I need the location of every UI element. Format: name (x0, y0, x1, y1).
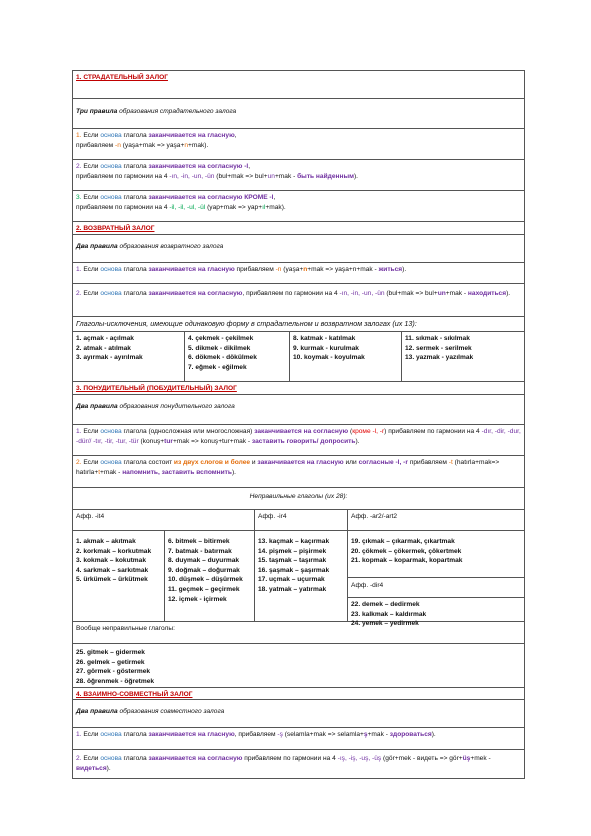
cond: заканчивается на согласную (254, 428, 349, 435)
cond: заканчивается на согласную (148, 755, 243, 762)
num: 1. (76, 132, 82, 139)
exc-item: 4. çekmek - çekilmek (188, 335, 254, 342)
s1-rule1 (73, 129, 524, 160)
irr-col-4-bottom (348, 598, 524, 631)
suffix: ş (363, 731, 368, 738)
t: +mek - (470, 755, 491, 762)
irr-item: 14. pişmek – pişirmek (258, 547, 327, 555)
s1-rule3 (73, 191, 524, 222)
translation: житься (378, 266, 403, 273)
s4-rules-italic: образования совместного залога (117, 708, 225, 715)
translation: быть найденным (297, 172, 354, 180)
irr-item: 24. yemek – yedirmek (351, 620, 419, 628)
exc-item: 10. koymak - koyulmak (293, 354, 365, 362)
translation: напомнить, заставить вспомнить (122, 468, 232, 476)
num: 2. (76, 290, 82, 297)
s3-rule1 (73, 425, 524, 456)
irr-item: 13. kaçmak – kaçırmak (258, 538, 330, 545)
irr-item: 10. düşmek – düşürmek (168, 576, 243, 584)
osnova: основа (100, 132, 122, 139)
s4-rule1 (73, 728, 524, 750)
irr-item: 3. kokmak – kokutmak (76, 557, 147, 565)
s3-rule2 (73, 456, 524, 488)
osnova: основа (100, 731, 122, 738)
s4-rules-bold: Два правила (76, 708, 118, 715)
cond: заканчивается на согласную КРОМЕ -l (148, 194, 274, 201)
t: (bul+mak => bul+ (384, 290, 438, 297)
s3-rules-bold: Два правила (76, 403, 118, 410)
s2-title: 2. ВОЗВРАТНЫЙ ЗАЛОГ (76, 225, 155, 232)
s1-rules-row (73, 99, 524, 129)
s4-title: 4. ВЗАИМНО-СОВМЕСТНЫЙ ЗАЛОГ (76, 691, 193, 698)
t: глагола (121, 290, 149, 297)
irregular-grid (73, 531, 524, 628)
exc-item: 7. eğmek - eğilmek (188, 363, 247, 371)
irr-item: 15. taşmak – taşırmak (258, 557, 327, 565)
t: глагола (121, 194, 149, 201)
exc-item: 9. kurmak - kurulmak (293, 344, 359, 352)
irr-item: 20. çökmek – çökermek, çökertmek (351, 547, 462, 555)
exc-col-1 (73, 332, 185, 381)
suffix: -n (275, 266, 282, 273)
t: +mak - (445, 290, 468, 297)
irr-item: 9. doğmak – doğurmak (168, 566, 240, 574)
cond: заканчивается на согласную -l (148, 163, 249, 170)
t: прибавляем по гармонии на 4 (76, 172, 170, 180)
num: 1. (76, 428, 82, 435)
t: глагола (121, 755, 149, 762)
t: (gör+mek - видеть => gör+ (381, 755, 463, 762)
general-title: Вообще неправильные глаголы: (73, 622, 524, 644)
exc-item: 13. yazmak - yazılmak (405, 354, 474, 362)
exceptions-title: Глаголы-исключения, имеющие одинаковую форму в страдательном и возвратном залогах (их 13): (73, 317, 524, 332)
t: Если (81, 266, 101, 273)
exceptions-grid (73, 332, 524, 382)
t: +mak - (274, 172, 298, 180)
irr-item: 16. şaşmak – şaşırmak (258, 566, 330, 574)
irr-item: 19. çıkmak – çıkarmak, çıkartmak (351, 538, 455, 545)
s3-title: 3. ПОНУДИТЕЛЬНЫЙ (ПОБУДИТЕЛЬНЫЙ) ЗАЛОГ (76, 385, 237, 392)
irr-item: 18. yatmak – yatırmak (258, 585, 327, 593)
exc-item: 6. dökmek - dökülmek (188, 354, 257, 362)
exc-item: 3. ayırmak - ayırılmak (76, 354, 143, 362)
s2-title-row (73, 222, 524, 235)
t: ). (506, 290, 511, 297)
t: прибавляем по гармонии на 4 (76, 203, 170, 211)
s1-rules-italic: образования страдательного залога (117, 108, 237, 115)
s2-rule2 (73, 284, 524, 317)
exc-item: 12. sermek - serilmek (405, 344, 472, 352)
cond: заканчивается на гласную (148, 731, 235, 738)
irr-col-3 (255, 531, 348, 621)
irr-item: 4. sarkmak – sarkıtmak (76, 566, 149, 574)
osnova: основа (100, 194, 122, 201)
s1-title-row (73, 71, 524, 99)
exc-col-4 (402, 332, 524, 381)
s4-title-row (73, 688, 524, 700)
t: глагола (121, 163, 149, 170)
exc-item: 11. sıkmak - sıkılmak (405, 335, 470, 342)
except: кроме -l, -r (352, 428, 385, 435)
t: +mak => yaşa+n+mak - (307, 266, 379, 273)
aff-3: Афф. -ar2/-art2 (351, 513, 398, 520)
irr-item: 5. ürkümek – ürkütmek (76, 576, 148, 584)
irr-col-4 (348, 531, 524, 628)
irr-col-2 (165, 531, 255, 621)
irr-item: 2. korkmak – korkutmak (76, 547, 152, 555)
t: глагола (односложная или многосложная) (121, 428, 255, 435)
translation: видеться (76, 764, 107, 772)
suffix: üş (462, 755, 471, 762)
exc-item: 5. dikmek - dikilmek (188, 344, 251, 352)
t: (yaşa+ (281, 266, 304, 273)
t: Если (81, 459, 101, 466)
aff-header (73, 510, 524, 531)
cond: заканчивается на согласную (148, 290, 243, 297)
irr-item: 22. demek – dedirmek (351, 601, 420, 608)
cond: заканчивается на гласную (148, 132, 235, 139)
aff-4: Афф. -dir4 (348, 578, 524, 598)
num: 2. (76, 459, 82, 466)
t: Если (81, 428, 101, 435)
t: Если (81, 755, 101, 762)
exc-col-3 (290, 332, 402, 381)
t: прибавляем по гармонии на 4 (242, 755, 338, 762)
irr-item: 23. kalkmak – kaldırmak (351, 610, 427, 618)
t: глагола состоит (121, 459, 174, 466)
s1-rule2 (73, 160, 524, 191)
t: прибавляем (407, 459, 449, 466)
t: Если (81, 163, 101, 170)
suffix: -ın, -in, -un, -ün (169, 172, 215, 180)
suffix: -t (448, 459, 453, 466)
num: 2. (76, 163, 82, 170)
s3-rules-italic: образования понудительного залога (117, 403, 235, 410)
osnova: основа (100, 755, 122, 762)
exc-item: 8. katmak - katılmak (293, 335, 356, 342)
suffix: n (303, 266, 308, 273)
t: , (248, 163, 251, 170)
irr-item: 6. bitmek – bitirmek (168, 538, 230, 545)
general-list (73, 644, 524, 688)
gen-item: 28. öğrenmek - öğretmek (76, 677, 155, 685)
suffix: un (267, 172, 275, 180)
t: , прибавляем по гармонии на 4 (242, 290, 340, 297)
t: глагола (121, 731, 149, 738)
gen-item: 25. gitmek – gidermek (76, 649, 145, 656)
cond: согласные -l, -r (358, 459, 408, 466)
osnova: основа (100, 163, 122, 170)
s2-rules-bold: Два правила (76, 243, 118, 250)
t: ). (402, 266, 407, 273)
t: , прибавляем (234, 731, 278, 738)
t: (yap+mak => yap+ (205, 203, 263, 211)
t: ). (355, 437, 360, 445)
exc-item: 2. atmak - atılmak (76, 344, 131, 352)
aff-1: Афф. -it4 (73, 510, 255, 530)
suffix: un (437, 290, 446, 297)
t: Если (81, 132, 101, 139)
t: и (250, 459, 258, 466)
s4-rule2 (73, 750, 524, 778)
s3-rules-row (73, 395, 524, 425)
suffix: ıl (262, 203, 266, 211)
suffix: -ış, -iş, -uş, -üş (337, 755, 382, 762)
suffix: -ş (277, 731, 283, 738)
suffix: -ın, -in, -un, -ün (339, 290, 385, 297)
cond: заканчивается на гласную (257, 459, 344, 466)
num: 3. (76, 194, 82, 201)
s2-rules-italic: образования возвратного залога (117, 243, 224, 250)
s1-title: 1. СТРАДАТЕЛЬНЫЙ ЗАЛОГ (76, 74, 168, 81)
grammar-table (72, 70, 525, 779)
t: +mak - (100, 468, 123, 476)
irr-col-4-top (348, 531, 524, 578)
t: +mak => konuş+tur+mak - (172, 437, 252, 445)
suffix: -il, -il, -ul, -ül (169, 203, 206, 211)
irr-item: 7. batmak - batırmak (168, 547, 232, 555)
t: Если (81, 194, 101, 201)
t: прибавляем (76, 141, 116, 149)
suffix: n (184, 141, 188, 149)
t: ) прибавляем по гармонии на 4 (384, 428, 482, 435)
s1-rules-bold: Три правила (76, 108, 118, 115)
t: +mak). (187, 141, 209, 149)
t: (bul+mak => bul+ (214, 172, 268, 180)
cond: заканчивается на гласную (148, 266, 235, 273)
t: или (343, 459, 359, 466)
t: (yaşa+mak => yaşa+ (120, 141, 185, 149)
translation: заставить говорить/ допросить (251, 437, 356, 445)
suffix: -dır, -dir, -dur, -dür// -tır, -tir, -tur, -tür (76, 428, 521, 445)
exc-col-2 (185, 332, 290, 381)
osnova: основа (100, 266, 122, 273)
irregular-title: Неправильные глаголы (их 28): (73, 488, 524, 510)
t: (konuş+ (138, 437, 165, 445)
t: глагола (121, 266, 149, 273)
t: Если (81, 290, 101, 297)
suffix: tur (164, 437, 173, 445)
t: Если (81, 731, 101, 738)
t: +mak). (265, 203, 286, 211)
translation: находиться (467, 290, 507, 297)
t: ). (106, 764, 111, 772)
t: +mak - (367, 731, 390, 738)
t: , (234, 132, 237, 139)
gen-item: 26. gelmek – getirmek (76, 658, 145, 666)
irr-item: 8. duymak – duyurmak (168, 557, 240, 565)
irr-item: 1. akmak – akıtmak (76, 538, 136, 545)
num: 2. (76, 755, 82, 762)
num: 1. (76, 731, 82, 738)
cond: из двух слогов и более (173, 459, 251, 466)
s2-rules-row (73, 235, 524, 263)
t: ( (348, 428, 353, 435)
suffix: -n (115, 141, 121, 149)
num: 1. (76, 266, 82, 273)
irr-item: 11. geçmek – geçirmek (168, 585, 240, 593)
s3-title-row (73, 382, 524, 395)
irr-item: 17. uçmak – uçurmak (258, 576, 325, 584)
suffix: t (98, 468, 101, 476)
t: ). (431, 731, 436, 738)
irr-col-1 (73, 531, 165, 621)
osnova: основа (100, 428, 122, 435)
t: прибавляем (234, 266, 276, 273)
osnova: основа (100, 290, 122, 297)
irr-item: 12. içmek - içirmek (168, 595, 227, 603)
exc-item: 1. açmak - açılmak (76, 335, 134, 342)
s4-rules-row (73, 700, 524, 728)
gen-item: 27. görmek - göstermek (76, 668, 151, 676)
osnova: основа (100, 459, 122, 466)
t: (selamla+mak => selamla+ (282, 731, 364, 738)
t: ). (353, 172, 358, 180)
s2-rule1 (73, 263, 524, 284)
translation: здороваться (389, 731, 432, 738)
t: , (273, 194, 276, 201)
t: ). (231, 468, 236, 476)
aff-2: Афф. -ir4 (255, 510, 348, 530)
irr-item: 21. kopmak – koparmak, kopartmak (351, 557, 463, 565)
t: глагола (121, 132, 149, 139)
t: (hatırla+mak=> hatırla+ (76, 459, 500, 476)
